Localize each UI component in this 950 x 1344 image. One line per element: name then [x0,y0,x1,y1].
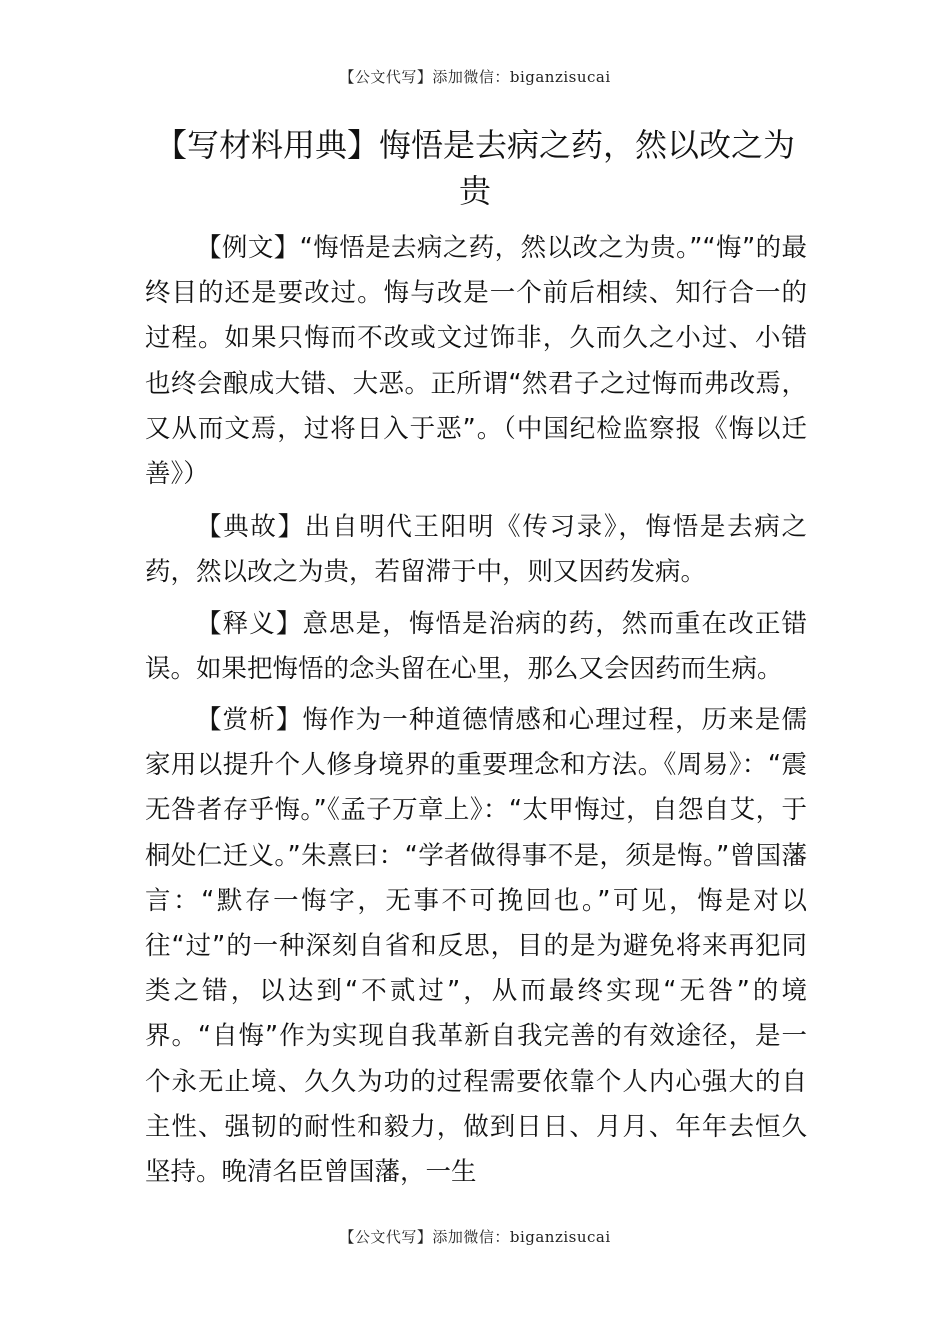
document-body [145,226,807,1201]
page-header: 【公文代写】添加微信：biganzisucai [339,68,611,86]
document-title: 【写材料用典】悔悟是去病之药，然以改之为贵 [154,126,795,210]
paragraph-label: 【赏析】 [196,705,303,736]
paragraph-text: “悔悟是去病之药，然以改之为贵。”“悔”的最终目的还是要改过。悔与改是一个前后相续、知行合一的过程。如果只悔而不改或文过饰非，久而久之小过、小错也终会酿成大错、大恶。正所谓“然君子之过悔而弗改焉，又从而文焉，过将日入于恶”。（中国纪检监察报《悔以迁善》） [145,233,807,490]
paragraph-example [145,226,807,497]
paragraph-label: 【典故】 [196,512,305,543]
paragraph-text: 出自明代王阳明《传习录》，悔悟是去病之药，然以改之为贵，若留滞于中，则又因药发病。 [145,512,807,588]
paragraph-label: 【释义】 [196,608,303,639]
paragraph-appreciation [145,698,807,1195]
page-footer: 【公文代写】添加微信：biganzisucai [339,1228,611,1246]
paragraph-text: 意思是，悔悟是治病的药，然而重在改正错误。如果把悔悟的念头留在心里，那么又会因药而生病。 [145,608,807,684]
paragraph-allusion [145,505,807,595]
paragraph-meaning [145,602,807,692]
paragraph-label: 【例文】 [196,233,300,263]
paragraph-text: 悔作为一种道德情感和心理过程，历来是儒家用以提升个人修身境界的重要理念和方法。《周易》：“震无咎者存乎悔。”《孟子万章上》：“太甲悔过，自怨自艾，于桐处仁迁义。”朱熹曰：“学者做得事不是，须是悔。”曾国藩言：“默存一悔字，无事不可挽回也。”可见，悔是对以往“过”的一种深刻自省和反思，目的是为避免将来再犯同类之错，以达到“不贰过”，从而最终实现“无咎”的境界。“自悔”作为实现自我革新自我完善的有效途径，是一个永无止境、久久为功的过程需要依靠个人内心强大的自主性、强韧的耐性和毅力，做到日日、月月、年年去恒久坚持。晚清名臣曾国藩，一生 [145,705,807,1188]
